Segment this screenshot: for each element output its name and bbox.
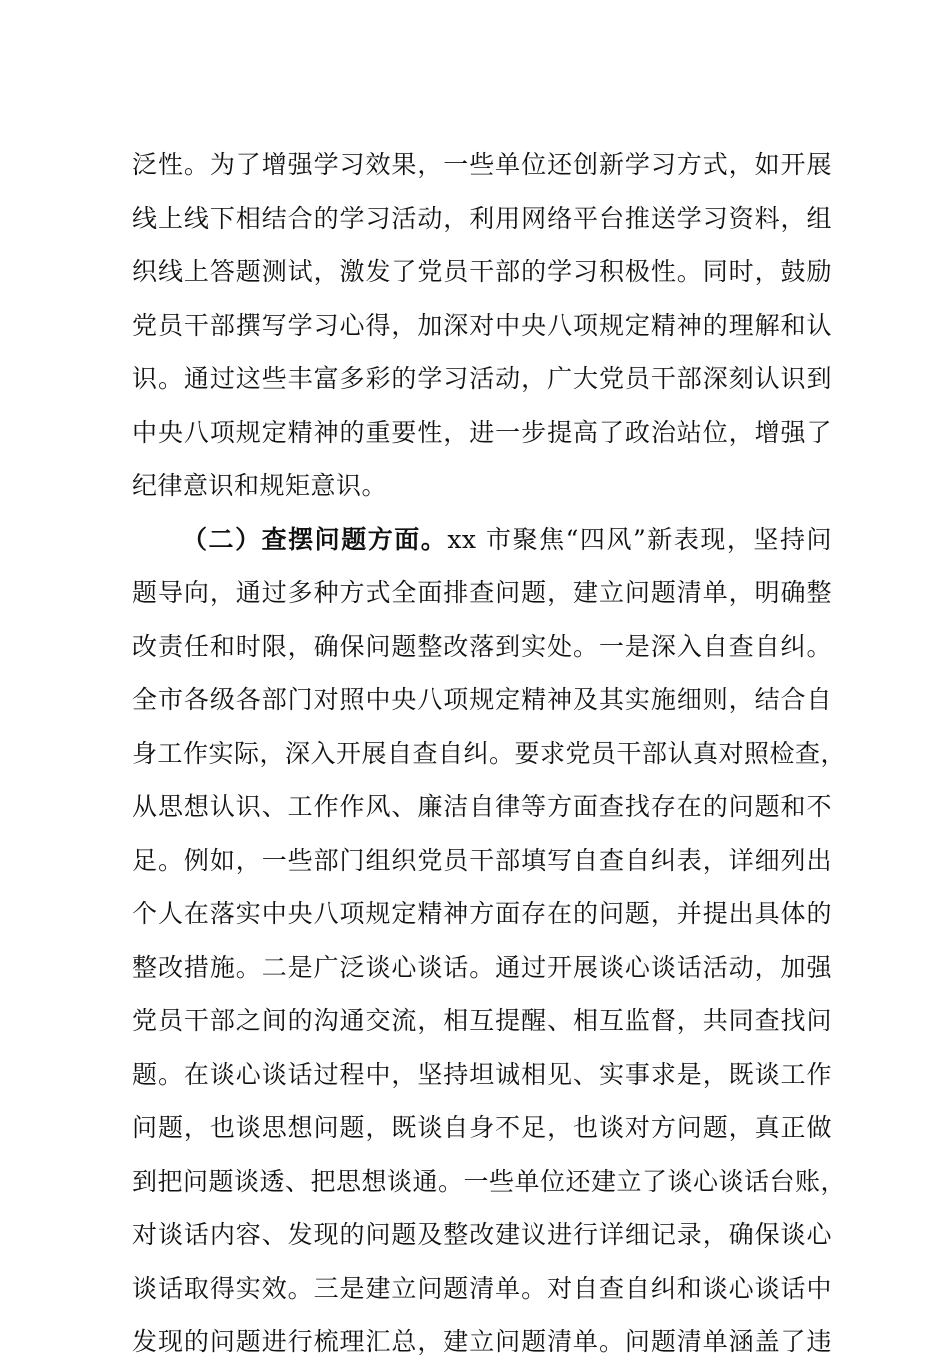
text-line: 纪律意识和规矩意识。 (132, 471, 388, 500)
document-body (132, 138, 847, 1369)
text-line: 识。通过这些丰富多彩的学习活动，广大党员干部深刻认识到 (132, 364, 832, 393)
section-first-line (132, 513, 832, 567)
text-line: 题。在谈心谈话过程中，坚持坦诚相见、实事求是，既谈工作 (132, 1059, 832, 1089)
text-line: 谈话取得实效。三是建立问题清单。对自查自纠和谈心谈话中 (132, 1273, 832, 1303)
text-line: 织线上答题测试，激发了党员干部的学习积极性。同时，鼓励 (132, 257, 832, 286)
text-line: 全市各级各部门对照中央八项规定精神及其实施细则，结合自 (132, 685, 832, 714)
text-line: 从思想认识、工作作风、廉洁自律等方面查找存在的问题和不 (132, 792, 832, 821)
text-line: 到把问题谈透、把思想谈通。一些单位还建立了谈心谈话台账， (132, 1166, 847, 1196)
text-line: 党员干部之间的沟通交流，相互提醒、相互监督，共同查找问 (132, 1006, 832, 1035)
text-line: 中央八项规定精神的重要性，进一步提高了政治站位，增强了 (132, 417, 832, 447)
text-line: 问题，也谈思想问题，既谈自身不足，也谈对方问题，真正做 (132, 1113, 832, 1142)
section-heading: （二）查摆问题方面。 (182, 524, 448, 554)
text-line: 线上线下相结合的学习活动，利用网络平台推送学习资料，组 (132, 203, 832, 233)
text-line: 党员干部撰写学习心得，加深对中央八项规定精神的理解和认 (132, 310, 832, 340)
text-line: 足。例如，一些部门组织党员干部填写自查自纠表，详细列出 (132, 845, 832, 875)
text-line: 发现的问题进行梳理汇总，建立问题清单。问题清单涵盖了违 (132, 1327, 832, 1356)
text-line: 个人在落实中央八项规定精神方面存在的问题，并提出具体的 (132, 899, 832, 928)
text-line: 泛性。为了增强学习效果，一些单位还创新学习方式，如开展 (132, 150, 832, 179)
text-line: 整改措施。二是广泛谈心谈话。通过开展谈心谈话活动，加强 (132, 952, 832, 982)
text-line: 对谈话内容、发现的问题及整改建议进行详细记录，确保谈心 (132, 1220, 832, 1249)
section-first-line-text: xx 市聚焦“四风”新表现，坚持问 (447, 524, 832, 554)
text-line: 题导向，通过多种方式全面排查问题，建立问题清单，明确整 (132, 578, 832, 607)
text-line: 改责任和时限，确保问题整改落到实处。一是深入自查自纠。 (132, 631, 832, 661)
text-line: 身工作实际，深入开展自查自纠。要求党员干部认真对照检查， (132, 738, 847, 768)
